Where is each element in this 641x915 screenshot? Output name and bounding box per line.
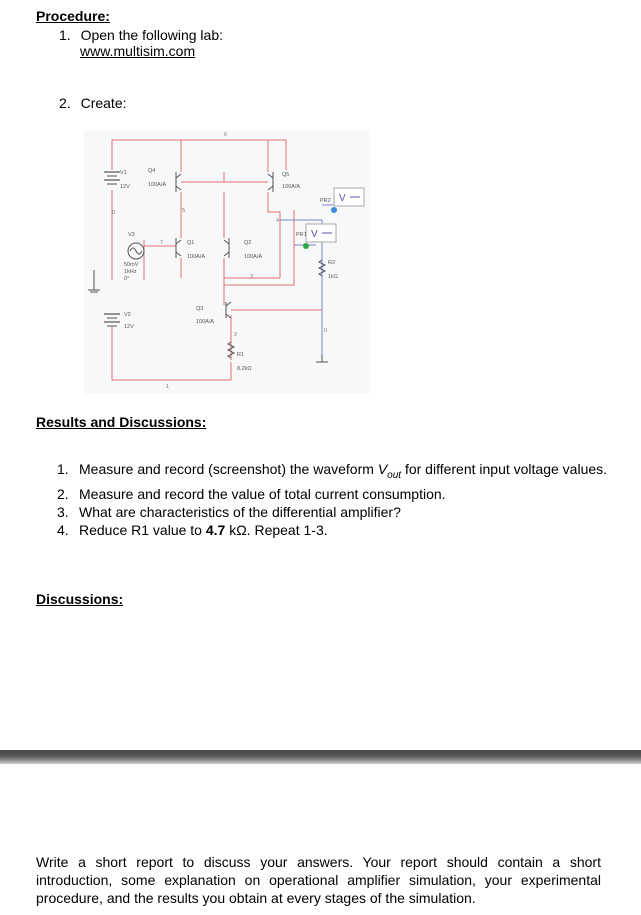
discussions-heading: Discussions: <box>36 591 124 607</box>
step-2-text: Create: <box>80 95 127 111</box>
results-heading: Results and Discussions: <box>36 414 207 430</box>
q3-type: 100A/A <box>196 319 215 325</box>
question-1-text: Measure and record (screenshot) the waveform $V_{out}$ for different input voltage values. <box>79 461 608 481</box>
node-5: 5 <box>182 208 186 214</box>
probe-pr1 <box>303 224 336 249</box>
q3-name: Q3 <box>196 306 204 312</box>
q1-name: Q1 <box>187 240 195 246</box>
pr2-probe-v: V <box>339 193 346 204</box>
v1-name: V1 <box>120 170 127 176</box>
q4-name: Q4 <box>148 168 156 174</box>
question-3 <box>57 503 612 521</box>
procedure-heading: Procedure: <box>36 8 110 24</box>
node-0-left: 0 <box>112 210 116 216</box>
q2-name: Q2 <box>244 240 252 246</box>
v3-phase: 0° <box>124 276 130 282</box>
v2-name: V2 <box>124 312 131 318</box>
question-1-number: 1. <box>57 461 69 477</box>
step-1-number: 1. <box>59 27 71 43</box>
q1-type: 100A/A <box>187 254 206 260</box>
results-question-list <box>57 460 612 539</box>
question-3-number: 3. <box>57 503 69 520</box>
multisim-link[interactable]: www.multisim.com <box>80 43 196 59</box>
v3-name: V3 <box>128 232 135 238</box>
v3-frequency: 1kHz <box>124 269 137 275</box>
question-1 <box>57 460 612 485</box>
question-3-text: What are characteristics of the differential amplifier? <box>79 503 401 520</box>
q5-type: 100A/A <box>282 184 301 190</box>
node-1: 1 <box>166 384 170 390</box>
question-2 <box>57 485 612 503</box>
q5-name: Q5 <box>282 172 290 178</box>
r2-name: R2 <box>328 260 336 266</box>
pr2-name: PR2 <box>320 198 331 204</box>
node-0-right: 0 <box>324 328 328 334</box>
report-instructions: Write a short report to discuss your answers. Your report should contain a short introduction, some explanation on operational amplifier simulation, your experimental procedure, and the results you obtain at every stages of the simulation. <box>36 854 601 906</box>
v1-value: 12V <box>120 184 130 190</box>
question-2-number: 2. <box>57 485 69 502</box>
supply-wires <box>112 140 322 380</box>
node-3: 3 <box>250 274 254 280</box>
pr1-name: PR1 <box>296 232 307 238</box>
v2-value: 12V <box>124 324 134 330</box>
node-6: 6 <box>224 132 228 138</box>
r1-name: R1 <box>237 352 245 358</box>
question-2-text: Measure and record the value of total current consumption. <box>79 485 446 502</box>
q4-type: 100A/A <box>148 182 167 188</box>
probe-pr2 <box>331 188 364 213</box>
circuit-svg <box>84 130 370 394</box>
r2-value: 1kΩ <box>328 274 338 280</box>
node-7: 7 <box>160 240 164 246</box>
node-4: 4 <box>276 218 280 224</box>
node-2: 2 <box>234 332 238 338</box>
r1-value: 8.2kΩ <box>237 366 252 372</box>
step-1-text: Open the following lab: <box>80 27 224 43</box>
resistors <box>228 260 328 358</box>
question-4 <box>57 521 612 539</box>
question-4-number: 4. <box>57 521 69 538</box>
question-4-text: Reduce R1 value to 4.7 kΩ. Repeat 1-3. <box>79 521 328 538</box>
q2-type: 100A/A <box>244 254 263 260</box>
v2-battery <box>104 314 120 326</box>
v3-ac-source-icon <box>128 243 144 259</box>
step-2-number: 2. <box>59 95 71 111</box>
procedure-step-2 <box>59 94 127 112</box>
v1-battery <box>104 172 120 184</box>
circuit-schematic <box>84 130 370 394</box>
page-divider <box>0 750 641 764</box>
v3-amplitude: 50mV <box>124 262 139 268</box>
pr1-probe-v: V <box>311 229 318 240</box>
